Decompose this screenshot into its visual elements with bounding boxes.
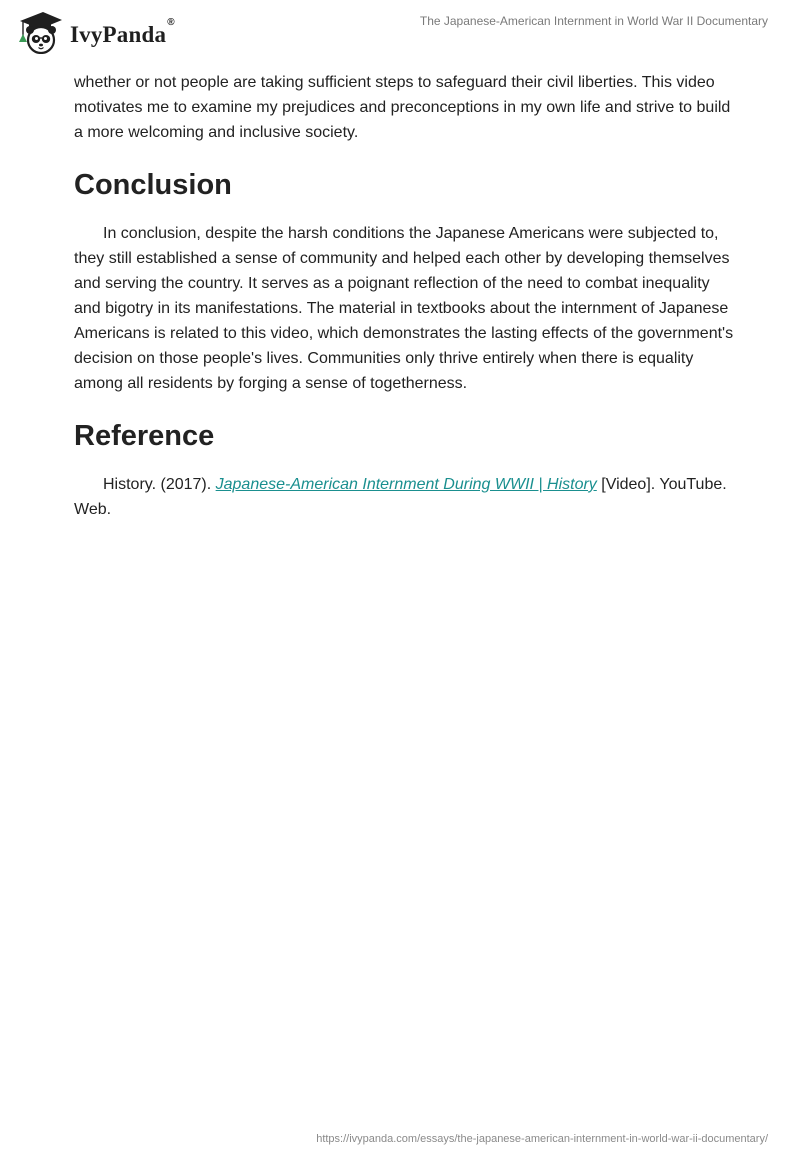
ivypanda-logo[interactable]: [16, 10, 175, 54]
reference-video-link[interactable]: Japanese-American Internment During WWII | History: [215, 476, 597, 493]
registered-mark: ®: [167, 16, 175, 28]
reference-suffix: [Video]. YouTube. Web.: [74, 476, 727, 518]
reference-entry: [74, 472, 734, 522]
conclusion-heading: Conclusion: [74, 169, 232, 201]
document-title: The Japanese-American Internment in World War II Documentary: [419, 14, 768, 28]
intro-paragraph: whether or not people are taking sufficient steps to safeguard their civil liberties. This video motivates me to examine my prejudices and preconceptions in my own life and strive to build a more welcoming and inclusive society.: [74, 74, 731, 141]
essay-content: [74, 70, 734, 522]
panda-graduation-cap-icon: [16, 10, 64, 54]
reference-heading: Reference: [74, 420, 215, 452]
conclusion-paragraph: In conclusion, despite the harsh conditions the Japanese Americans were subjected to, they still established a sense of community and helped each other by developing themselves and serving the country. It serves as a poignant reflection of the need to combat inequality and bigotry in its manifestations. The material in textbooks about the internment of Japanese Americans is related to this video, which demonstrates the lasting effects of the government's decision on those people's lives. Communities only thrive entirely when there is equality among all residents by forging a sense of togetherness.: [74, 225, 734, 392]
page-header: [0, 0, 800, 66]
footer-url[interactable]: https://ivypanda.com/essays/the-japanese-american-internment-in-world-war-ii-documentary/: [316, 1133, 768, 1145]
logo-wordmark: IvyPanda: [70, 21, 167, 47]
reference-prefix: History. (2017).: [103, 476, 216, 493]
